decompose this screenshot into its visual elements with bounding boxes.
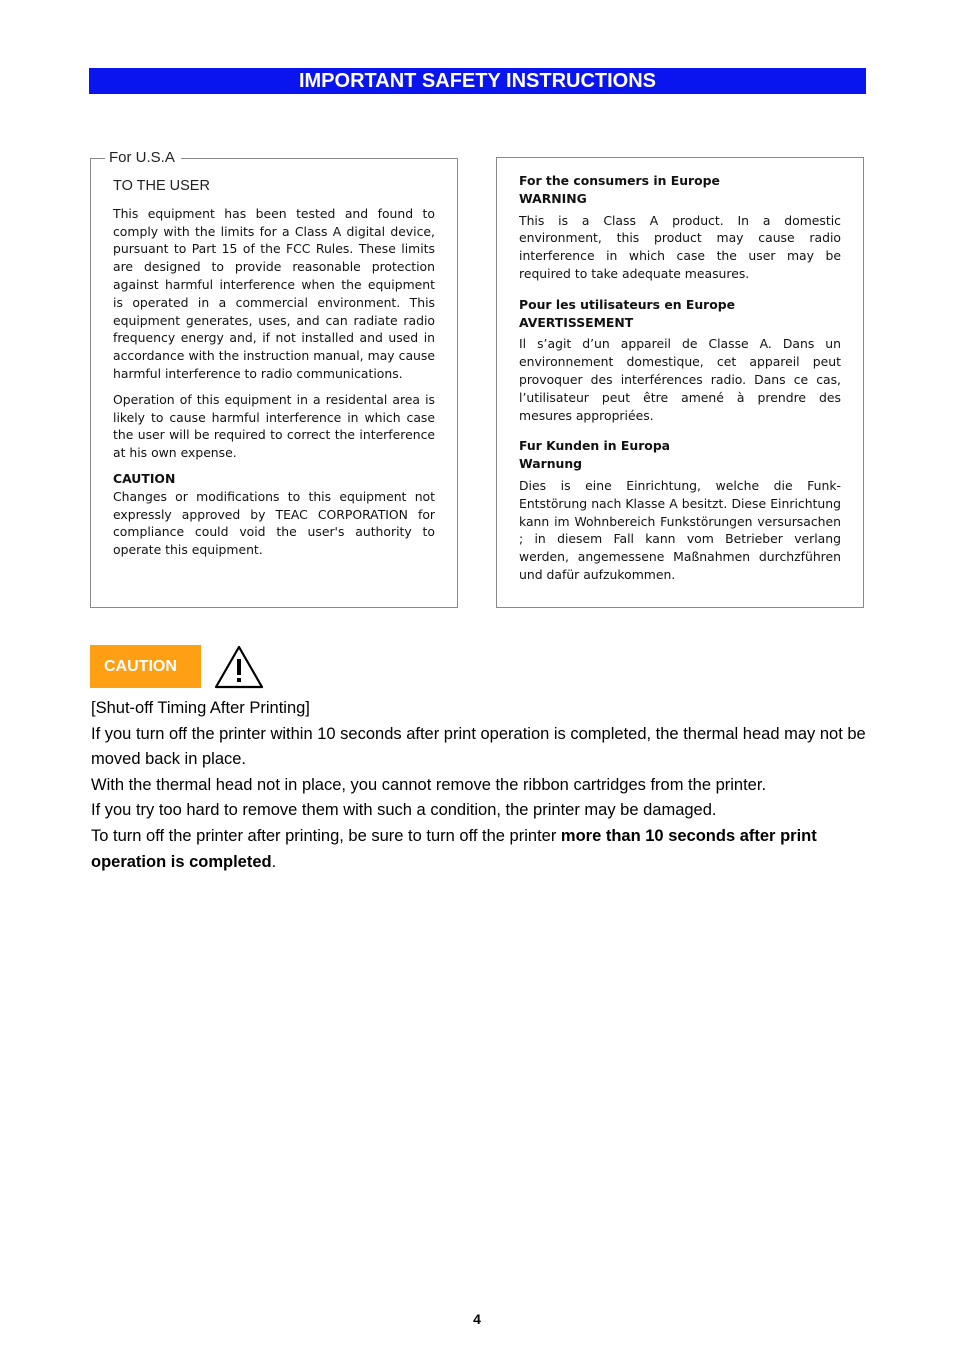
europe-german-subheading: Warnung (519, 456, 583, 472)
caution-body (91, 696, 867, 875)
europe-german-section (519, 437, 841, 583)
caution-line-4-suffix: . (271, 852, 277, 871)
usa-fcc-notice-box (90, 149, 458, 608)
residential-interference-paragraph: Operation of this equipment in a residental area is likely to cause harmful interference in which case the user will be required to correct the interference at his own expense. (113, 391, 435, 461)
usa-caution-heading: CAUTION (113, 470, 176, 486)
europe-english-subheading: WARNING (519, 190, 587, 206)
caution-title: [Shut-off Timing After Printing] (91, 699, 310, 717)
europe-german-heading: Fur Kunden in Europa (519, 438, 671, 454)
caution-badge: CAUTION (90, 645, 201, 688)
europe-english-text: This is a Class A product. In a domestic environment, this product may cause radio interference in which case the user may be required to take adequate measures. (519, 212, 841, 281)
caution-line-4-prefix: To turn off the printer after printing, be sure to turn off the printer (91, 826, 561, 845)
europe-french-section (519, 296, 841, 425)
page-title: IMPORTANT SAFETY INSTRUCTIONS (89, 68, 866, 94)
europe-french-text: Il s’agit d’un appareil de Classe A. Dans un environnement domestique, cet appareil peut provoquer des interférences radio. Dans ce cas, l’utilisateur peut être amené à prendre des mesures appropriées. (519, 336, 841, 423)
usa-notice-legend: For U.S.A (105, 149, 181, 167)
caution-line-3: If you try too hard to remove them with such a condition, the printer may be damaged. (91, 801, 717, 820)
europe-english-section (519, 172, 841, 283)
usa-notice-subtitle: TO THE USER (113, 178, 210, 194)
fcc-compliance-paragraph: This equipment has been tested and found to comply with the limits for a Class A digital device, pursuant to Part 15 of the FCC Rules. These limits are designed to provide reasonable protection against harmful interference when the equipment is operated in a commercial environment. This equipment generates, uses, and can radiate radio frequency energy and, if not installed and used in accordance with the instruction manual, may cause harmful interference to radio communications. (113, 205, 435, 381)
warning-triangle-icon (214, 645, 264, 689)
europe-notice-box (496, 157, 864, 608)
usa-caution-text: Changes or modifications to this equipment not expressly approved by TEAC CORPORATION for compliance could void the user's authority to operate this equipment. (113, 488, 435, 558)
europe-french-heading: Pour les utilisateurs en Europe (519, 296, 736, 312)
caution-line-4-bold: more than 10 seconds after print operation is completed (91, 826, 817, 871)
europe-english-heading: For the consumers in Europe (519, 173, 720, 188)
caution-line-4 (91, 824, 867, 875)
caution-line-1: If you turn off the printer within 10 seconds after print operation is completed, the thermal head may not be moved back in place. (91, 724, 866, 769)
caution-line-2: With the thermal head not in place, you cannot remove the ribbon cartridges from the printer. (91, 775, 767, 794)
europe-french-subheading: AVERTISSEMENT (519, 314, 634, 330)
europe-german-text: Dies is eine Einrichtung, welche die Funk-Entstörung nach Klasse A besitzt. Diese Einrichtung kann im Wohnbereich Funkstörungen versursachen ; in diesem Fall kann vom Betrieber verlang werden, angemessene Maßnahmen durchzführen und dafür aufzukommen. (519, 477, 841, 582)
page-number: 4 (473, 1311, 481, 1327)
